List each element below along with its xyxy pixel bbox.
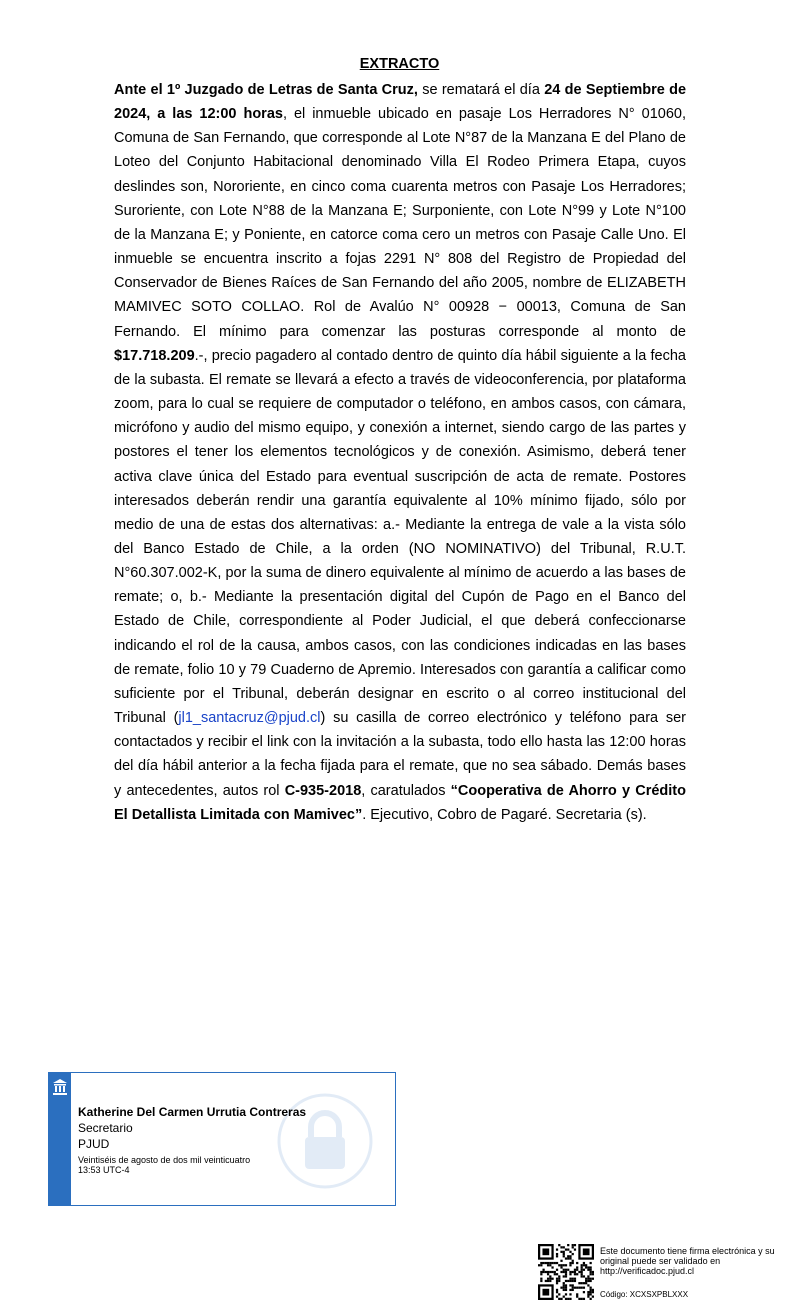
signature-bar — [49, 1073, 71, 1205]
signer-role: Secretario — [78, 1121, 133, 1135]
courthouse-icon — [53, 1079, 67, 1095]
document-title: EXTRACTO — [359, 56, 440, 72]
body-text: ) su casilla de correo electrónico y teléfono para ser contactados y recibir el link con la invitación a la subasta, todo ello hasta las 12:00 horas del día hábil anterior a la fecha fijada para el remate, que no sea sábado. Demás bases y antecedentes, autos rol — [114, 710, 686, 799]
email-link[interactable]: jl1_santacruz@pjud.cl — [178, 710, 321, 727]
qr-code-icon — [538, 1244, 594, 1300]
body-text: . Ejecutivo, Cobro de Pagaré. Secretaria (s). — [362, 806, 647, 823]
signature-datetime — [78, 1155, 318, 1175]
document-body — [114, 78, 686, 827]
signer-org: PJUD — [78, 1137, 110, 1151]
bold-text: Ante el 1º Juzgado de Letras de Santa Cruz, — [114, 82, 418, 98]
signature-time: 13:53 UTC-4 — [78, 1165, 130, 1175]
bold-text: $17.718.209 — [114, 347, 195, 364]
signer-name: Katherine Del Carmen Urrutia Contreras — [78, 1105, 307, 1119]
signature-date: Veintiséis de agosto de dos mil veinticuatro — [78, 1155, 251, 1165]
body-text: .-, precio pagadero al contado dentro de quinto día hábil siguiente a la fecha de la subasta. El remate se llevará a efecto a través de videoconferencia, por plataforma zoom, para lo cual se requiere de computador o teléfono, en ambos casos, con cámara, micrófono y audio del mismo equipo, y conexión a internet, siendo cargo de las partes y postores el tener los elementos tecnológicos y de conexión. Asimismo, deberá tener activa clave única del Estado para eventual suscripción de acta de remate. Postores interesados deberán rendir una garantía equivalente al 10% mínimo fijado, sólo por medio de una de estas dos alternativas: a.- Mediante la entrega de vale a la vista sólo del Banco Estado de Chile, a la orden (NO NOMINATIVO) del Tribunal, R.U.T. N°60.307.002-K, por la suma de dinero equivalente al mínimo de acuerdo a las bases de remate; o, b.- Mediante la presentación digital del Cupón de Pago en el Banco del Estado de Chile, correspondiente al Poder Judicial, el que deberá confeccionarse indicando el rol de la causa, ambos casos, con las condiciones indicadas en las bases de remate, folio 10 y 79 Cuaderno de Apremio. Interesados con garantía a calificar como suficiente por el Tribunal, deberán designar en escrito o al correo institucional del Tribunal ( — [114, 347, 686, 727]
body-text: , el inmueble ubicado en pasaje Los Herradores N° 01060, Comuna de San Fernando, que corresponde al Lote N°87 de la Manzana E del Plano de Loteo del Conjunto Habitacional denominado Villa El Rodeo Primera Etapa, cuyos deslindes son, Nororiente, en cinco coma cuarenta metros con Pasaje Los Herradores; Suroriente, con Lote N°88 de la Manzana E; Surponiente, con Lote N°99 y Lote N°100 de la Manzana E; y Poniente, en catorce coma cero un metros con Pasaje Calle Uno. El inmueble se encuentra inscrito a fojas 2291 N° 808 del Registro de Propiedad del Conservador de Bienes Raíces de San Fernando del año 2005, nombre de ELIZABETH MAMIVEC SOTO COLLAO. Rol de Avalúo N° 00928 − 00013, Comuna de San Fernando. El mínimo para comenzar las posturas corresponde al monto de — [114, 106, 686, 340]
bold-text: 24 de Septiembre de 2024, a las 12:00 horas — [114, 82, 687, 123]
body-text: se rematará el día — [417, 82, 545, 98]
validation-code: Código: XCXSXPBLXXX — [600, 1290, 689, 1299]
body-text: , caratulados — [361, 782, 451, 799]
bold-text: “Cooperativa de Ahorro y Crédito El Detallista Limitada con Mamivec” — [114, 782, 686, 823]
bold-text: C-935-2018 — [284, 782, 362, 799]
signature-box — [48, 1072, 396, 1206]
validation-text: Este documento tiene firma electrónica y su original puede ser validado en http://verificadoc.pjud.cl — [600, 1246, 775, 1276]
